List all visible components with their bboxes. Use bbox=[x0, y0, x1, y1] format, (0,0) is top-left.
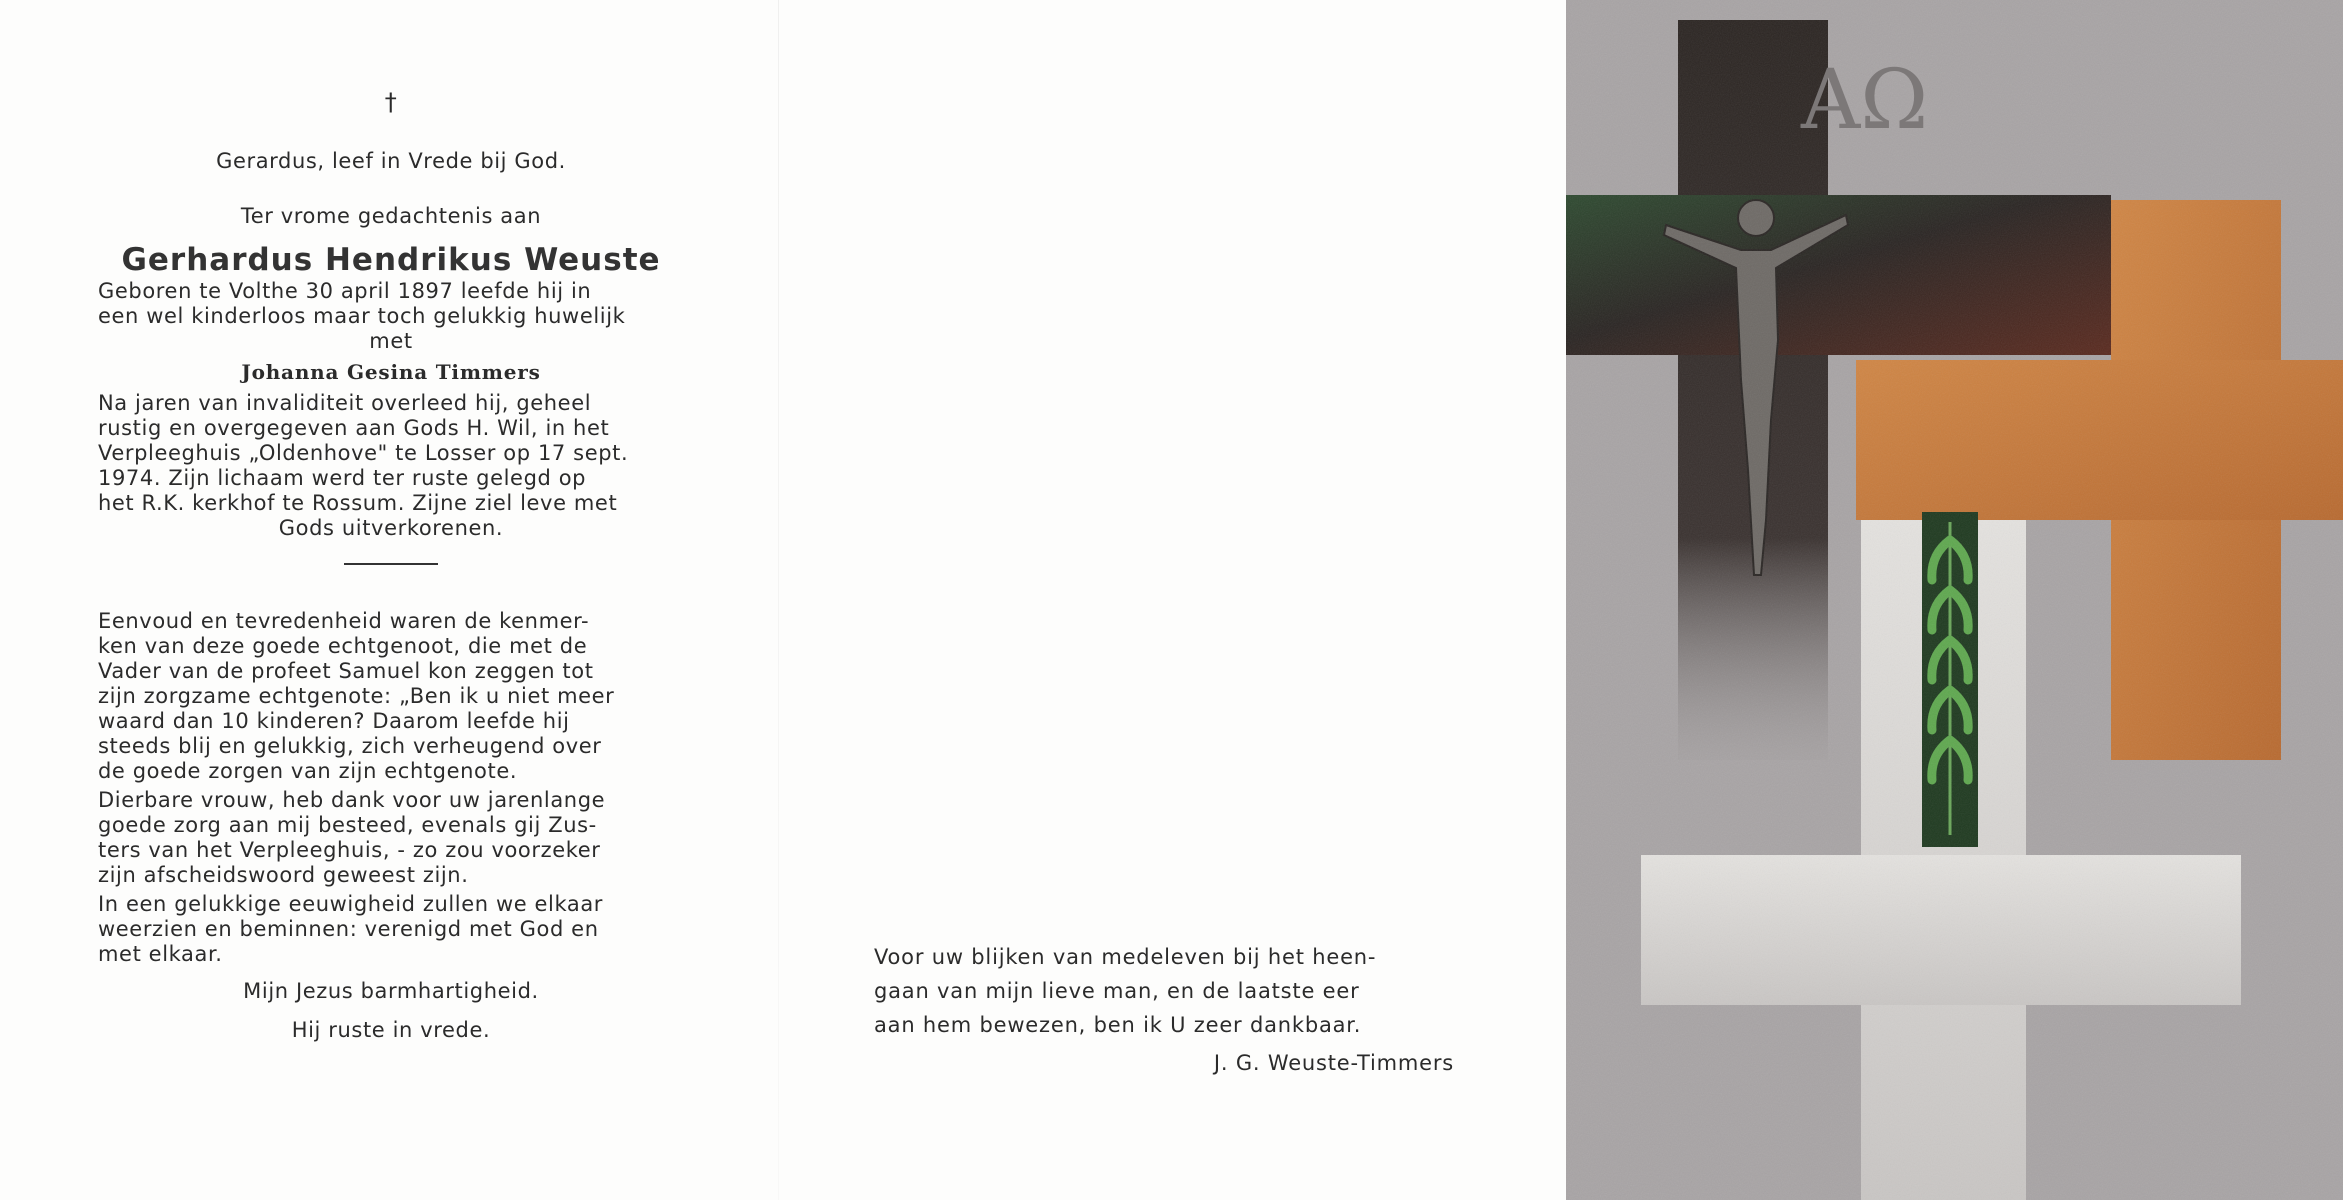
text-line: ken van deze goede echtgenoot, die met de bbox=[98, 634, 588, 658]
text-line: met bbox=[369, 329, 413, 353]
thanks-line: aan hem bewezen, ben ik U zeer dankbaar. bbox=[874, 1013, 1362, 1037]
text-line: weerzien en beminnen: verenigd met God en bbox=[98, 917, 599, 941]
motto: Gerardus, leef in Vrede bij God. bbox=[216, 149, 566, 173]
character-paragraph bbox=[98, 609, 684, 784]
text-line: Geboren te Volthe 30 april 1897 leefde hij in bbox=[98, 279, 592, 303]
prayer-line: Mijn Jezus barmhartigheid. bbox=[243, 979, 539, 1003]
intro-text: Ter vrome gedachtenis aan bbox=[240, 204, 542, 228]
spouse-name: Johanna Gesina Timmers bbox=[241, 360, 541, 384]
deceased-name: Gerhardus Hendrikus Weuste bbox=[121, 242, 661, 278]
text-line: het R.K. kerkhof te Rossum. Zijne ziel leve met bbox=[98, 491, 618, 515]
text-line: zijn zorgzame echtgenote: „Ben ik u niet meer bbox=[98, 684, 615, 708]
birth-paragraph bbox=[98, 279, 684, 354]
text-line: Na jaren van invaliditeit overleed hij, geheel bbox=[98, 391, 592, 415]
cross-symbol: † bbox=[384, 88, 398, 116]
text-line: ters van het Verpleeghuis, - zo zou voorzeker bbox=[98, 838, 601, 862]
fold-line bbox=[778, 0, 779, 1200]
text-line: zijn afscheidswoord geweest zijn. bbox=[98, 863, 469, 887]
text-line: Gods uitverkorenen. bbox=[278, 516, 504, 540]
text-line: een wel kinderloos maar toch gelukkig huwelijk bbox=[98, 304, 626, 328]
text-line: Verpleeghuis „Oldenhove" te Losser op 17 sept. bbox=[98, 441, 629, 465]
text-line: Vader van de profeet Samuel kon zeggen tot bbox=[98, 659, 594, 683]
signature: J. G. Weuste-Timmers bbox=[1213, 1051, 1454, 1075]
text-line: Dierbare vrouw, heb dank voor uw jarenlange bbox=[98, 788, 606, 812]
text-line: waard dan 10 kinderen? Daarom leefde hij bbox=[98, 709, 570, 733]
cross-painting bbox=[1566, 0, 2343, 1200]
divider-rule bbox=[344, 563, 438, 565]
text-line: Eenvoud en tevredenheid waren de kenmer- bbox=[98, 609, 590, 633]
text-line: steeds blij en gelukkig, zich verheugend over bbox=[98, 734, 602, 758]
alpha-omega-letters: AΩ bbox=[1801, 53, 1929, 148]
thanks-line: gaan van mijn lieve man, en de laatste eer bbox=[874, 979, 1360, 1003]
left-panel bbox=[98, 90, 684, 1043]
text-line: rustig en overgegeven aan Gods H. Wil, in het bbox=[98, 416, 610, 440]
thanks-line: Voor uw blijken van medeleven bij het heen- bbox=[874, 945, 1377, 969]
text-line: In een gelukkige eeuwigheid zullen we elkaar bbox=[98, 892, 604, 916]
thanks-panel bbox=[874, 940, 1454, 1080]
farewell-paragraph bbox=[98, 788, 684, 888]
death-paragraph bbox=[98, 391, 684, 541]
prayer-line: Hij ruste in vrede. bbox=[291, 1018, 491, 1042]
text-line: de goede zorgen van zijn echtgenote. bbox=[98, 759, 518, 783]
text-line: 1974. Zijn lichaam werd ter ruste gelegd op bbox=[98, 466, 587, 490]
eternity-paragraph bbox=[98, 892, 684, 967]
text-line: goede zorg aan mij besteed, evenals gij Zus- bbox=[98, 813, 597, 837]
painting-artwork bbox=[1566, 0, 2343, 1200]
text-line: met elkaar. bbox=[98, 942, 223, 966]
